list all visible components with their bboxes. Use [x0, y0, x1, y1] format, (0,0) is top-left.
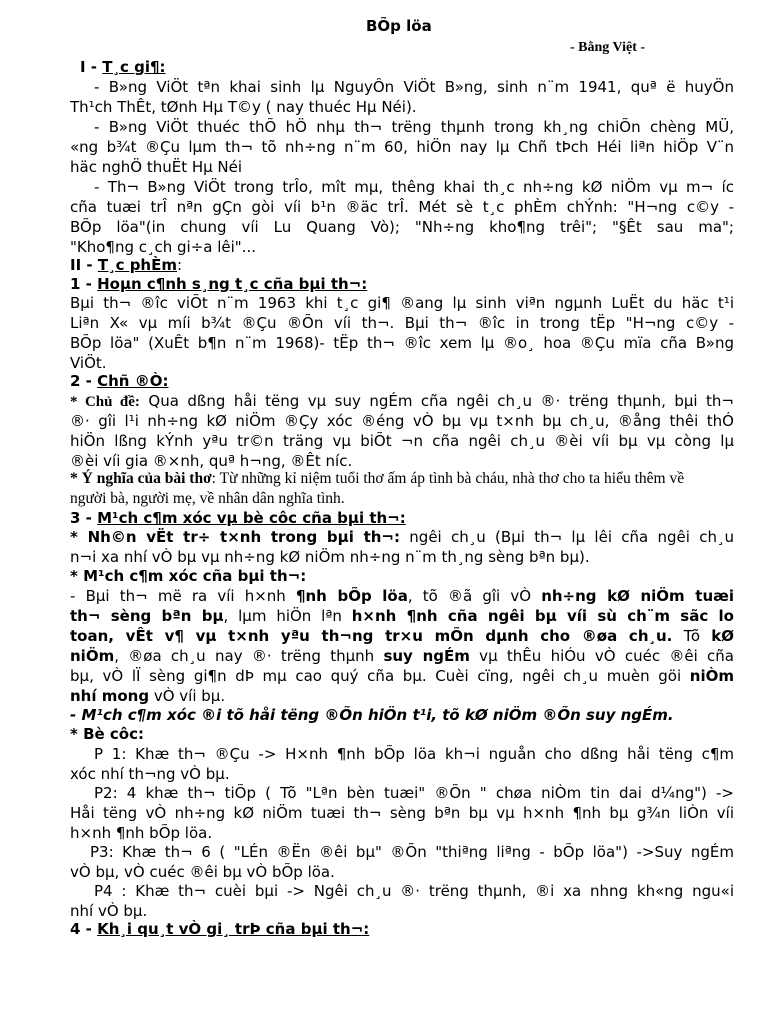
structure-heading: * Bè côc: [70, 725, 144, 743]
section-2-heading: II - T¸c phÈm: [70, 256, 183, 274]
structure-part-3-line: P3: Khæ th¬ 6 ( "LÉn ®Ën ®êi bµ" ®Õn "thiªng liªng - bÕp löa") ->Suy ngÉm [90, 843, 734, 861]
author-para-2-line: «ng b¾t ®Çu lµm th¬ tõ nh÷ng n¨m 60, hiÖn nay lµ Chñ tÞch Héi liªn hiÖp V¨n [70, 138, 734, 156]
subsection-1-heading: 1 - Hoµn c¶nh s¸ng t¸c cña bµi th¬: [70, 275, 368, 293]
theme-line: hiÖn lßng kÝnh yªu tr©n träng vµ biÕt ¬n cña ngêi ch¸u ®èi víi bµ vµ còng lµ [70, 432, 734, 450]
structure-part-1-line: P 1: Khæ th¬ ®Çu -> H×nh ¶nh bÕp löa kh¬i nguån cho dßng håi tëng c¶m [94, 745, 734, 763]
section-1-heading: I - T¸c gi¶: [80, 58, 166, 76]
theme-line: ®· gîi l¹i nh÷ng kØ niÖm ®Çy xóc ®éng vÒ bµ vµ t×nh bµ ch¸u, ®ång thêi thÓ [70, 412, 734, 430]
emotion-summary-line: - M¹ch c¶m xóc ®i tõ håi tëng ®Õn hiÖn t¹i, tõ kØ niÖm ®Õn suy ngÉm. [70, 706, 674, 724]
structure-part-2-line: P2: 4 khæ th¬ tiÕp ( Tõ "Lªn bèn tuæi" ®Õn " chøa niÒm tin dai d¼ng") -> [94, 784, 734, 802]
lyric-subject-line: * Nh©n vËt tr÷ t×nh trong bµi th¬: ngêi ch¸u (Bµi th¬ lµ lêi cña ngêi ch¸u [70, 528, 734, 546]
context-line: Bµi th¬ ®îc viÕt n¨m 1963 khi t¸c gi¶ ®ang lµ sinh viªn ngµnh LuËt du häc t¹i [70, 294, 734, 312]
structure-part-4-line: P4 : Khæ th¬ cuèi bµi -> Ngêi ch¸u ®· trëng thµnh, ®i xa nhng kh«ng ngu«i [94, 882, 734, 900]
emotion-flow-line: niÖm, ®øa ch¸u nay ®· trëng thµnh suy ngÉm vµ thÊu hiÓu vÒ cuéc ®êi cña [70, 647, 734, 665]
structure-part-1-line: xóc nhí th¬ng vÒ bµ. [70, 765, 230, 783]
author-para-3-line: BÕp löa"(in chung víi Lu Quang Vò); "Nh÷ng kho¶ng trêi"; "§Êt sau ma"; [70, 218, 734, 236]
context-line: ViÖt. [70, 354, 107, 372]
context-line: BÕp löa" (XuÊt b¶n n¨m 1968)- tËp th¬ ®îc xem lµ ®o¸ hoa ®Çu mïa cña B»ng [70, 334, 734, 352]
theme-line: * Chủ đề: Qua dßng håi tëng vµ suy ngÉm cña ngêi ch¸u ®· trëng thµnh, bµi th¬ [70, 392, 734, 410]
emotion-flow-line: toan, vÊt v¶ vµ t×nh yªu th¬ng tr×u mÕn dµnh cho ®øa ch¸u. Tõ kØ [70, 627, 734, 645]
doc-title: BÕp löa [366, 17, 432, 35]
subsection-2-heading: 2 - Chñ ®Ò: [70, 372, 169, 390]
author-line: - Bằng Việt - [570, 40, 646, 55]
theme-line: ®èi víi gia ®×nh, quª h¬ng, ®Êt níc. [70, 452, 353, 470]
context-line: Liªn X« vµ míi b¾t ®Çu ®Õn víi th¬. Bµi th¬ ®îc in trong tËp "H¬ng c©y - [70, 314, 734, 332]
author-para-3-line: - Th¬ B»ng ViÖt trong trÎo, mît mµ, thêng khai th¸c nh÷ng kØ niÖm vµ m¬ íc [94, 178, 734, 196]
meaning-line: * Ý nghĩa của bài thơ: Từ những kỉ niệm tuổi thơ ấm áp tình bà cháu, nhà thơ cho ta hiểu thêm về [70, 470, 685, 487]
emotion-flow-line: bµ, vÒ lÏ sèng gi¶n dÞ mµ cao quý cña bµ. Cuèi cïng, ngêi ch¸u muèn göi niÒm [70, 667, 734, 685]
author-para-2-line: - B»ng ViÖt thuéc thÕ hÖ nhµ th¬ trëng thµnh trong kh¸ng chiÕn chèng MÜ, [94, 118, 734, 136]
meaning-line: người bà, người mẹ, về nhân dân nghĩa tình. [70, 490, 345, 507]
emotion-flow-heading: * M¹ch c¶m xóc cña bµi th¬: [70, 567, 307, 585]
structure-part-2-line: Håi tëng vÒ nh÷ng kØ niÖm tuæi th¬ sèng bªn bµ vµ h×nh ¶nh bµ g¾n liÒn víi [70, 804, 734, 822]
structure-part-4-line: nhí vÒ bµ. [70, 902, 148, 920]
lyric-subject-line: n¬i xa nhí vÒ bµ vµ nh÷ng kØ niÖm nh÷ng n¨m th¸ng sèng bªn bµ). [70, 548, 590, 566]
structure-part-2-line: h×nh ¶nh bÕp löa. [70, 824, 213, 842]
subsection-4-heading: 4 - Kh¸i qu¸t vÒ gi¸ trÞ cña bµi th¬: [70, 920, 370, 938]
subsection-3-heading: 3 - M¹ch c¶m xóc vµ bè côc cña bµi th¬: [70, 509, 406, 527]
emotion-flow-line: th¬ sèng bªn bµ, lµm hiÖn lªn h×nh ¶nh cña ngêi bµ víi sù ch¨m sãc lo [70, 607, 734, 625]
emotion-flow-line: nhí mong vÒ víi bµ. [70, 687, 226, 705]
author-para-2-line: häc nghÖ thuËt Hµ Néi [70, 158, 243, 176]
author-para-3-line: cña tuæi trÎ nªn gÇn gòi víi b¹n ®äc trÎ. Mét sè t¸c phÈm chÝnh: "H¬ng c©y - [70, 198, 734, 216]
author-para-3-line: "Kho¶ng c¸ch gi÷a lêi"... [70, 238, 257, 256]
author-para-1-line: Th¹ch ThÊt, tØnh Hµ T©y ( nay thuéc Hµ Néi). [70, 98, 417, 116]
author-para-1-line: - B»ng ViÖt tªn khai sinh lµ NguyÔn ViÖt B»ng, sinh n¨m 1941, quª ë huyÖn [94, 78, 734, 96]
emotion-flow-line: - Bµi th¬ më ra víi h×nh ¶nh bÕp löa, tõ ®ã gîi vÒ nh÷ng kØ niÖm tuæi [70, 587, 734, 605]
structure-part-3-line: vÒ bµ, vÒ cuéc ®êi bµ vÒ bÕp löa. [70, 863, 335, 881]
